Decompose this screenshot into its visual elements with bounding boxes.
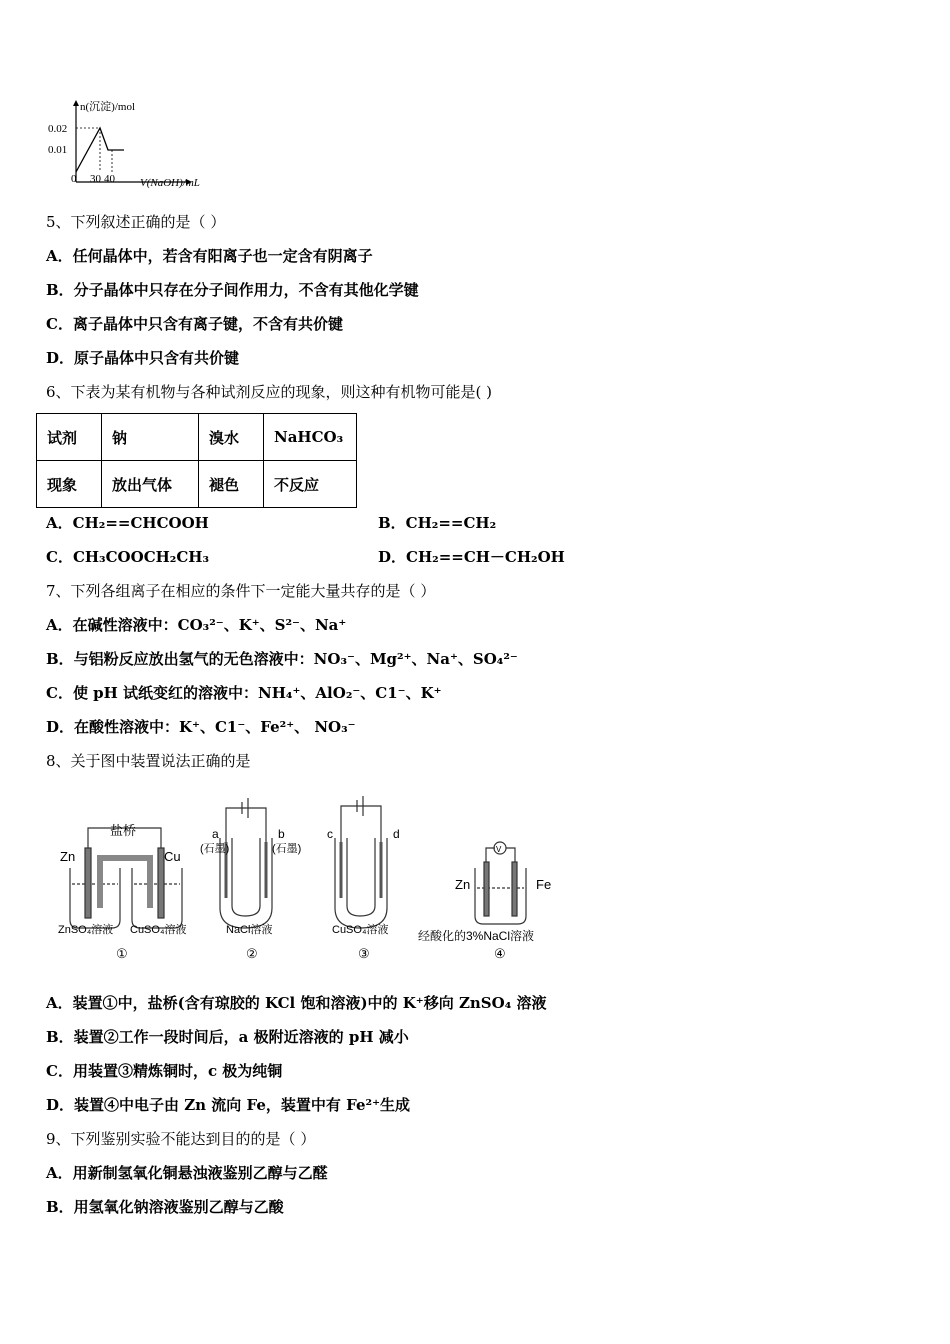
salt-bridge-tube <box>100 858 150 908</box>
q5-option-b: B．分子晶体中只存在分子间作用力，不含有其他化学键 <box>46 281 419 299</box>
wire-3 <box>341 806 381 842</box>
table-cell: NaHCO₃ <box>264 414 357 461</box>
graphite-b-label: (石墨) <box>272 843 302 855</box>
device-1-number: ① <box>116 946 128 961</box>
device-2 <box>220 798 272 928</box>
table-cell: 现象 <box>37 461 102 508</box>
q6-reaction-table <box>36 413 357 508</box>
table-cell: 钠 <box>102 414 199 461</box>
q7-option-c: C．使 pH 试纸变红的溶液中：NH₄⁺、AlO₂⁻、C1⁻、K⁺ <box>46 684 442 702</box>
graph-xtick-0: 0 <box>71 173 77 185</box>
q7-option-b: B．与铝粉反应放出氢气的无色溶液中：NO₃⁻、Mg²⁺、Na⁺、SO₄²⁻ <box>46 650 518 668</box>
salt-bridge-label: 盐桥 <box>110 823 137 838</box>
q6-option-c: C．CH₃COOCH₂CH₃ <box>46 548 210 566</box>
graph-ytick-002: 0.02 <box>48 123 68 135</box>
q5-option-c: C．离子晶体中只含有离子键，不含有共价键 <box>46 315 343 333</box>
zn-electrode <box>85 848 91 918</box>
q5-option-a: A．任何晶体中，若含有阳离子也一定含有阴离子 <box>46 247 373 265</box>
graph-xlabel: V(NaOH)/mL <box>140 177 200 189</box>
q6-option-a: A．CH₂==CHCOOH <box>46 514 209 532</box>
q6-option-d: D．CH₂==CH－CH₂OH <box>378 548 565 566</box>
beaker-4 <box>475 868 526 924</box>
table-cell: 褪色 <box>199 461 264 508</box>
beaker-1b <box>132 868 182 928</box>
wire-2 <box>226 808 266 842</box>
electrode-c-label: c <box>327 827 333 841</box>
zn-label-1: Zn <box>60 849 76 864</box>
device-4 <box>475 842 526 924</box>
q6-stem: 6、下表为某有机物与各种试剂反应的现象，则这种有机物可能是( ) <box>46 383 493 401</box>
u-tube-3-inner <box>347 838 375 916</box>
sol1b-label: CuSO₄溶液 <box>130 924 187 936</box>
device-1 <box>70 828 182 928</box>
q8-option-a: A．装置①中，盐桥(含有琼胶的 KCl 饱和溶液)中的 K⁺移向 ZnSO₄ 溶液 <box>46 994 547 1012</box>
electrode-b-label: b <box>278 827 285 841</box>
table-cell: 不反应 <box>264 461 357 508</box>
fe-electrode-4 <box>512 862 517 916</box>
voltmeter-label: V <box>496 845 502 854</box>
electrode-a-label: a <box>212 827 219 841</box>
device-3-number: ③ <box>358 946 370 961</box>
electrode-d-label: d <box>393 827 400 841</box>
q9-stem: 9、下列鉴别实验不能达到目的的是（ ） <box>46 1130 316 1148</box>
q8-option-d: D．装置④中电子由 Zn 流向 Fe，装置中有 Fe²⁺生成 <box>46 1096 410 1114</box>
q5-stem: 5、下列叙述正确的是（ ） <box>46 213 226 231</box>
q6-option-b: B．CH₂==CH₂ <box>378 514 497 532</box>
beaker-1a <box>70 868 120 928</box>
sol3-label: CuSO₄溶液 <box>332 924 389 936</box>
q7-option-d: D．在酸性溶液中：K⁺、C1⁻、Fe²⁺、 NO₃⁻ <box>46 718 356 736</box>
zn-electrode-4 <box>484 862 489 916</box>
sol4-label: 经酸化的3%NaCl溶液 <box>418 929 535 943</box>
device-3 <box>335 796 387 928</box>
table-cell: 试剂 <box>37 414 102 461</box>
precipitate-graph <box>40 96 225 191</box>
q7-stem: 7、下列各组离子在相应的条件下一定能大量共存的是（ ） <box>46 582 436 600</box>
q5-option-d: D．原子晶体中只含有共价键 <box>46 349 240 367</box>
graph-xtick-40: 40 <box>104 173 115 185</box>
q9-option-a: A．用新制氢氧化铜悬浊液鉴别乙醇与乙醛 <box>46 1164 328 1182</box>
sol2-label: NaCl溶液 <box>226 924 273 936</box>
device-4-number: ④ <box>494 946 506 961</box>
q8-option-b: B．装置②工作一段时间后，a 极附近溶液的 pH 减小 <box>46 1028 409 1046</box>
q9-option-b: B．用氢氧化钠溶液鉴别乙醇与乙酸 <box>46 1198 284 1216</box>
table-cell: 溴水 <box>199 414 264 461</box>
graph-xtick-30: 30 <box>90 173 101 185</box>
fe-label-4: Fe <box>536 877 552 892</box>
device-2-number: ② <box>246 946 258 961</box>
u-tube-3-outer <box>335 838 387 928</box>
graphite-a-label: (石墨) <box>200 843 230 855</box>
q8-stem: 8、关于图中装置说法正确的是 <box>46 752 251 770</box>
u-tube-2-inner <box>232 838 260 916</box>
graph-ylabel: n(沉淀)/mol <box>80 101 135 113</box>
table-cell: 放出气体 <box>102 461 199 508</box>
cu-label-1: Cu <box>164 849 181 864</box>
zn-label-4: Zn <box>455 877 471 892</box>
graph-ytick-001: 0.01 <box>48 144 68 156</box>
q7-option-a: A．在碱性溶液中：CO₃²⁻、K⁺、S²⁻、Na⁺ <box>46 616 347 634</box>
electrochem-apparatus-figure <box>50 788 560 963</box>
sol1a-label: ZnSO₄溶液 <box>58 924 114 936</box>
q8-option-c: C．用装置③精炼铜时，c 极为纯铜 <box>46 1062 283 1080</box>
